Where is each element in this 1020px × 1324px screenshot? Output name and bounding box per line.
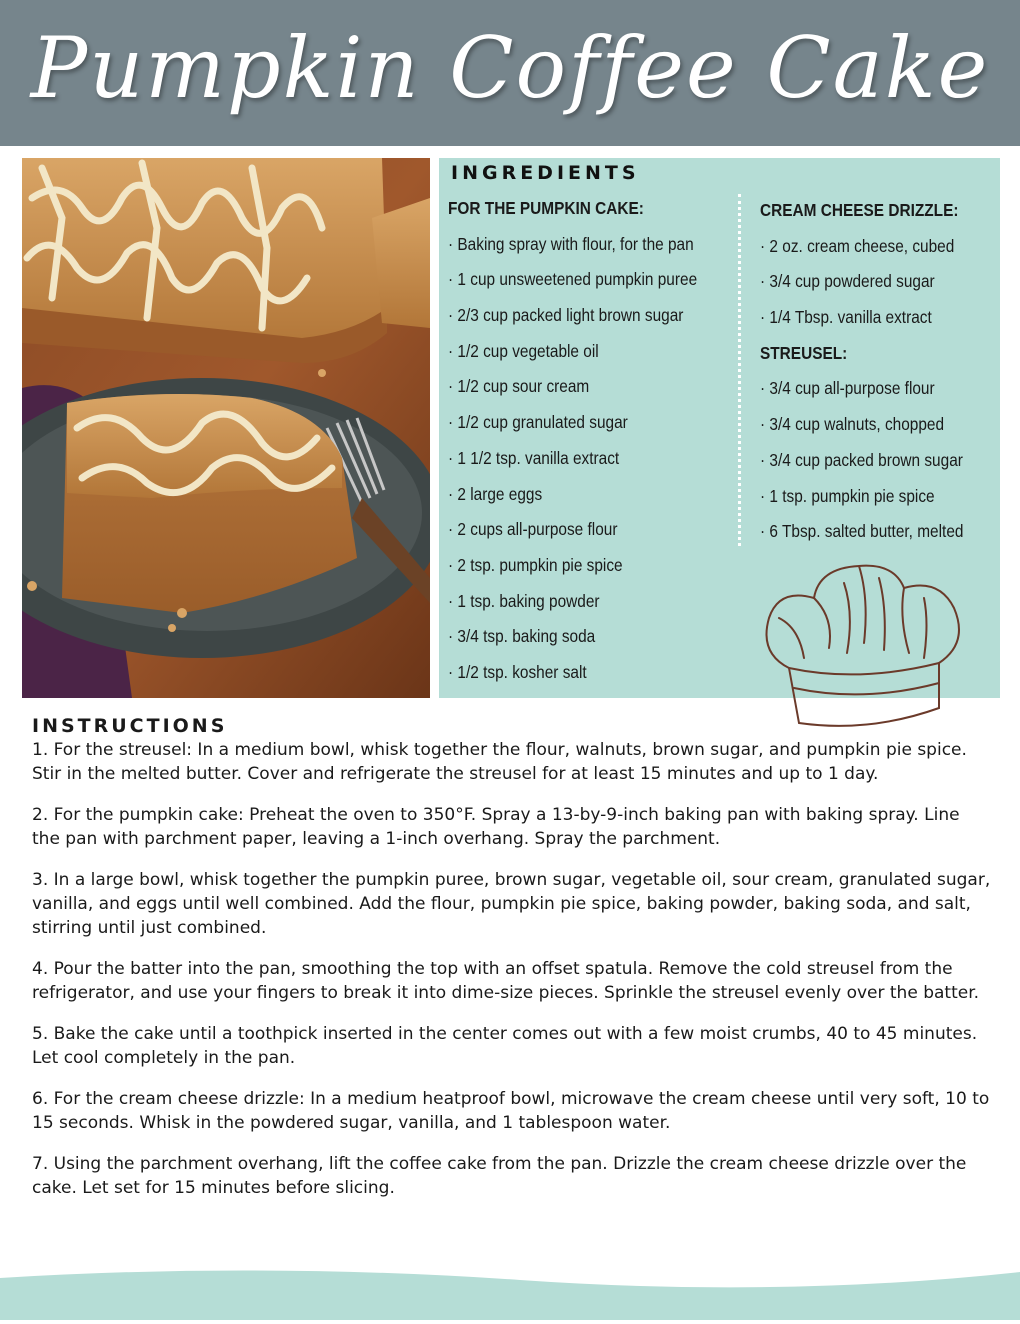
ingredient-item: · 3/4 cup all-purpose flour	[760, 378, 935, 399]
streusel-heading: STREUSEL:	[760, 342, 848, 363]
ingredient-item: · 3/4 cup packed brown sugar	[760, 449, 963, 470]
ingredients-panel	[439, 158, 1000, 698]
ingredient-item: · 3/4 cup walnuts, chopped	[760, 414, 945, 435]
ingredient-item: · 2 tsp. pumpkin pie spice	[448, 554, 623, 575]
ingredient-item: · 1 1/2 tsp. vanilla extract	[448, 447, 620, 468]
ingredient-item: · 1/2 cup vegetable oil	[448, 340, 599, 361]
instruction-step: 2. For the pumpkin cake: Preheat the oven to 350°F. Spray a 13-by-9-inch baking pan with baking spray. Line the pan with parchment paper, leaving a 1-inch overhang. Spray the parchment.	[32, 805, 960, 849]
ingredient-item: · Baking spray with flour, for the pan	[448, 233, 694, 254]
drizzle-streusel-ingredients	[760, 198, 996, 555]
ingredient-item: · 3/4 tsp. baking soda	[448, 626, 596, 647]
pumpkin-cake-heading: FOR THE PUMPKIN CAKE:	[448, 198, 644, 218]
ingredient-item: · 2/3 cup packed light brown sugar	[448, 305, 684, 326]
ingredient-item: · 1/4 Tbsp. vanilla extract	[760, 307, 932, 328]
chef-hat-icon	[759, 558, 969, 728]
ingredient-item: · 1/2 cup sour cream	[448, 376, 590, 397]
ingredient-item: · 1 tsp. pumpkin pie spice	[760, 485, 935, 506]
ingredients-heading: INGREDIENTS	[451, 162, 640, 184]
instruction-step: 6. For the cream cheese drizzle: In a medium heatproof bowl, microwave the cream cheese until very soft, 10 to 15 seconds. Whisk in the powdered sugar, vanilla, and 1 tablespoon water.	[32, 1089, 990, 1133]
ingredient-item: · 2 oz. cream cheese, cubed	[760, 235, 955, 256]
page-title: Pumpkin Coffee Cake	[30, 19, 990, 117]
instruction-step: 7. Using the parchment overhang, lift the coffee cake from the pan. Drizzle the cream cheese drizzle over the cake. Let set for 15 minutes before slicing.	[32, 1154, 967, 1198]
instruction-step: 3. In a large bowl, whisk together the pumpkin puree, brown sugar, vegetable oil, sour cream, granulated sugar, vanilla, and eggs until well combined. Add the flour, pumpkin pie spice, baking powder, baking soda, and salt, stirring until just combined.	[32, 870, 991, 938]
instructions-section	[32, 714, 992, 1217]
ingredient-item: · 3/4 cup powdered sugar	[760, 271, 935, 292]
pumpkin-cake-ingredients	[448, 196, 733, 696]
ingredient-item: · 1 cup unsweetened pumpkin puree	[448, 269, 698, 290]
ingredient-item: · 1/2 tsp. kosher salt	[448, 661, 587, 682]
instruction-step: 1. For the streusel: In a medium bowl, whisk together the flour, walnuts, brown sugar, and pumpkin pie spice. Stir in the melted butter. Cover and refrigerate the streusel for at least 15 minutes and up to 1 day.	[32, 740, 967, 784]
ingredient-item: · 2 cups all-purpose flour	[448, 519, 618, 540]
instructions-heading: INSTRUCTIONS	[32, 715, 228, 737]
ingredient-item: · 6 Tbsp. salted butter, melted	[760, 521, 964, 542]
column-divider	[738, 194, 741, 546]
instruction-step: 5. Bake the cake until a toothpick inserted in the center comes out with a few moist crumbs, 40 to 45 minutes. Let cool completely in the pan.	[32, 1024, 978, 1068]
ingredient-item: · 1 tsp. baking powder	[448, 590, 600, 611]
instruction-step: 4. Pour the batter into the pan, smoothing the top with an offset spatula. Remove the cold streusel from the refrigerator, and use your fingers to break it into dime-size pieces. Sprinkle the streusel evenly over the batter.	[32, 959, 980, 1003]
ingredient-item: · 2 large eggs	[448, 483, 543, 504]
ingredient-item: · 1/2 cup granulated sugar	[448, 412, 628, 433]
footer-wave	[0, 1262, 1020, 1320]
drizzle-heading: CREAM CHEESE DRIZZLE:	[760, 200, 959, 220]
pumpkin-coffee-cake-photo	[22, 158, 430, 698]
